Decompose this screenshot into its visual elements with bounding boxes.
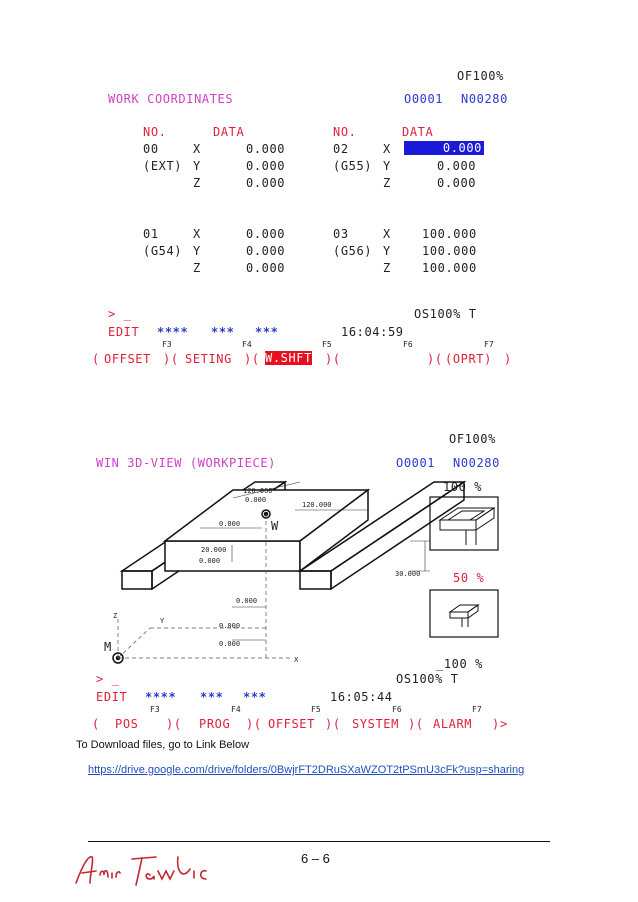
bracket: ): [504, 352, 512, 366]
axis-y-label: Y: [383, 159, 391, 173]
bracket: )(: [163, 352, 179, 366]
axis-x-label: X: [294, 656, 299, 664]
clock: 16:04:59: [341, 325, 404, 339]
fkey-label: F6: [403, 340, 413, 349]
dim-label: 30.000: [395, 570, 421, 578]
block-sub: (EXT): [143, 159, 183, 173]
spindle-override-status: OS100% T: [396, 672, 459, 686]
zoom-label-1: 100 %: [443, 480, 483, 494]
axis-y-label: Y: [160, 617, 165, 625]
screen-title: WIN 3D-VIEW (WORKPIECE): [96, 456, 276, 470]
block-sub: (G56): [333, 244, 373, 258]
fkey-label: F7: [472, 705, 482, 714]
dim-label: 0.000: [236, 597, 258, 605]
feedrate-override: OF100%: [457, 69, 504, 83]
program-number: O0001: [396, 456, 436, 470]
bracket: (: [92, 352, 100, 366]
inset-view-small: [430, 590, 498, 637]
col-data-left: DATA: [213, 125, 245, 139]
download-link[interactable]: https://drive.google.com/drive/folders/0BwjrFT2DRuSXaWZOT2tPSmU3cFk?usp=sharing: [88, 764, 525, 776]
fkey-label: F3: [162, 340, 172, 349]
col-no-left: NO.: [143, 125, 167, 139]
axis-x-label: X: [193, 227, 201, 241]
dim-label: 0.000: [219, 520, 241, 528]
zoom-label-2: 50 %: [453, 571, 485, 585]
bracket: )(: [246, 717, 262, 731]
axis-z-label: Z: [113, 612, 118, 620]
sequence-number: N00280: [453, 456, 500, 470]
softkey-operation[interactable]: (OPRT): [445, 352, 492, 366]
block-no: 00: [143, 142, 159, 156]
axis-y-label: Y: [193, 159, 201, 173]
block-sub: (G55): [333, 159, 373, 173]
softkey-pos[interactable]: POS: [115, 717, 139, 731]
value-y[interactable]: 100.000: [422, 244, 477, 258]
status-stars-2: ***: [211, 325, 235, 339]
axis-z-label: Z: [193, 261, 201, 275]
dim-label: 20.000: [201, 546, 227, 554]
sequence-number: N00280: [461, 92, 508, 106]
program-number: O0001: [404, 92, 444, 106]
download-instructions: To Download files, go to Link Below: [76, 739, 250, 751]
machine-origin-label: M: [104, 640, 112, 654]
axis-z-label: Z: [383, 261, 391, 275]
zoom-label-3: _100 %: [436, 657, 483, 671]
axis-x-label: X: [193, 142, 201, 156]
dim-label: 0.000: [245, 496, 267, 504]
fkey-label: F4: [231, 705, 241, 714]
fkey-label: F6: [392, 705, 402, 714]
status-stars-3: ***: [243, 690, 267, 704]
workpiece-origin-label: W: [271, 519, 279, 533]
fkey-label: F3: [150, 705, 160, 714]
axis-z-label: Z: [383, 176, 391, 190]
value-x[interactable]: 0.000: [246, 227, 286, 241]
input-prompt[interactable]: > _: [96, 672, 120, 686]
fkey-label: F5: [311, 705, 321, 714]
bracket: )(: [325, 352, 341, 366]
col-no-right: NO.: [333, 125, 357, 139]
status-stars-2: ***: [200, 690, 224, 704]
status-stars-1: ****: [157, 325, 189, 339]
dim-label: 0.000: [219, 640, 241, 648]
fkey-label: F7: [484, 340, 494, 349]
softkey-offset[interactable]: OFFSET: [104, 352, 151, 366]
value-z[interactable]: 100.000: [422, 261, 477, 275]
dim-label: 120.000: [243, 487, 273, 495]
feedrate-override: OF100%: [449, 432, 496, 446]
softkey-wshift-active[interactable]: W.SHFT: [265, 351, 312, 365]
value-x[interactable]: 0.000: [246, 142, 286, 156]
value-x-selected-cursor[interactable]: 0.000: [404, 141, 484, 155]
input-prompt[interactable]: > _: [108, 307, 132, 321]
value-z[interactable]: 0.000: [246, 261, 286, 275]
page-number: 6 – 6: [301, 851, 330, 866]
spindle-override-status: OS100% T: [414, 307, 477, 321]
value-y[interactable]: 0.000: [246, 159, 286, 173]
value-z[interactable]: 0.000: [246, 176, 286, 190]
col-data-right: DATA: [402, 125, 434, 139]
bracket: )(: [408, 717, 424, 731]
block-no: 03: [333, 227, 349, 241]
screen-title: WORK COORDINATES: [108, 92, 234, 106]
value-z[interactable]: 0.000: [437, 176, 477, 190]
softkey-more[interactable]: >: [500, 717, 508, 731]
bracket: ): [492, 717, 500, 731]
footer-divider: [88, 841, 550, 842]
fkey-label: F5: [322, 340, 332, 349]
axis-y-label: Y: [383, 244, 391, 258]
axis-x-label: X: [383, 227, 391, 241]
bracket: )(: [166, 717, 182, 731]
block-front: [165, 541, 300, 571]
clock: 16:05:44: [330, 690, 393, 704]
mode-indicator: EDIT: [108, 325, 140, 339]
softkey-alarm[interactable]: ALARM: [433, 717, 473, 731]
author-signature: [70, 845, 210, 895]
axis-y-label: Y: [193, 244, 201, 258]
softkey-prog[interactable]: PROG: [199, 717, 231, 731]
status-stars-1: ****: [145, 690, 177, 704]
fkey-label: F4: [242, 340, 252, 349]
left-rail-front: [122, 571, 152, 589]
softkey-system[interactable]: SYSTEM: [352, 717, 399, 731]
dim-label: 120.000: [302, 501, 332, 509]
block-no: 02: [333, 142, 349, 156]
value-y[interactable]: 0.000: [437, 159, 477, 173]
bracket: )(: [325, 717, 341, 731]
bracket: )(: [244, 352, 260, 366]
axis-z-label: Z: [193, 176, 201, 190]
mode-indicator: EDIT: [96, 690, 128, 704]
dim-label: 0.000: [219, 622, 241, 630]
bracket: (: [92, 717, 100, 731]
block-no: 01: [143, 227, 159, 241]
status-stars-3: ***: [255, 325, 279, 339]
bracket: )(: [427, 352, 443, 366]
softkey-setting[interactable]: SETING: [185, 352, 232, 366]
softkey-offset[interactable]: OFFSET: [268, 717, 315, 731]
right-rail-front: [300, 571, 331, 589]
value-x[interactable]: 100.000: [422, 227, 477, 241]
block-sub: (G54): [143, 244, 183, 258]
dim-label: 0.000: [199, 557, 221, 565]
value-y[interactable]: 0.000: [246, 244, 286, 258]
axis-x-label: X: [383, 142, 391, 156]
